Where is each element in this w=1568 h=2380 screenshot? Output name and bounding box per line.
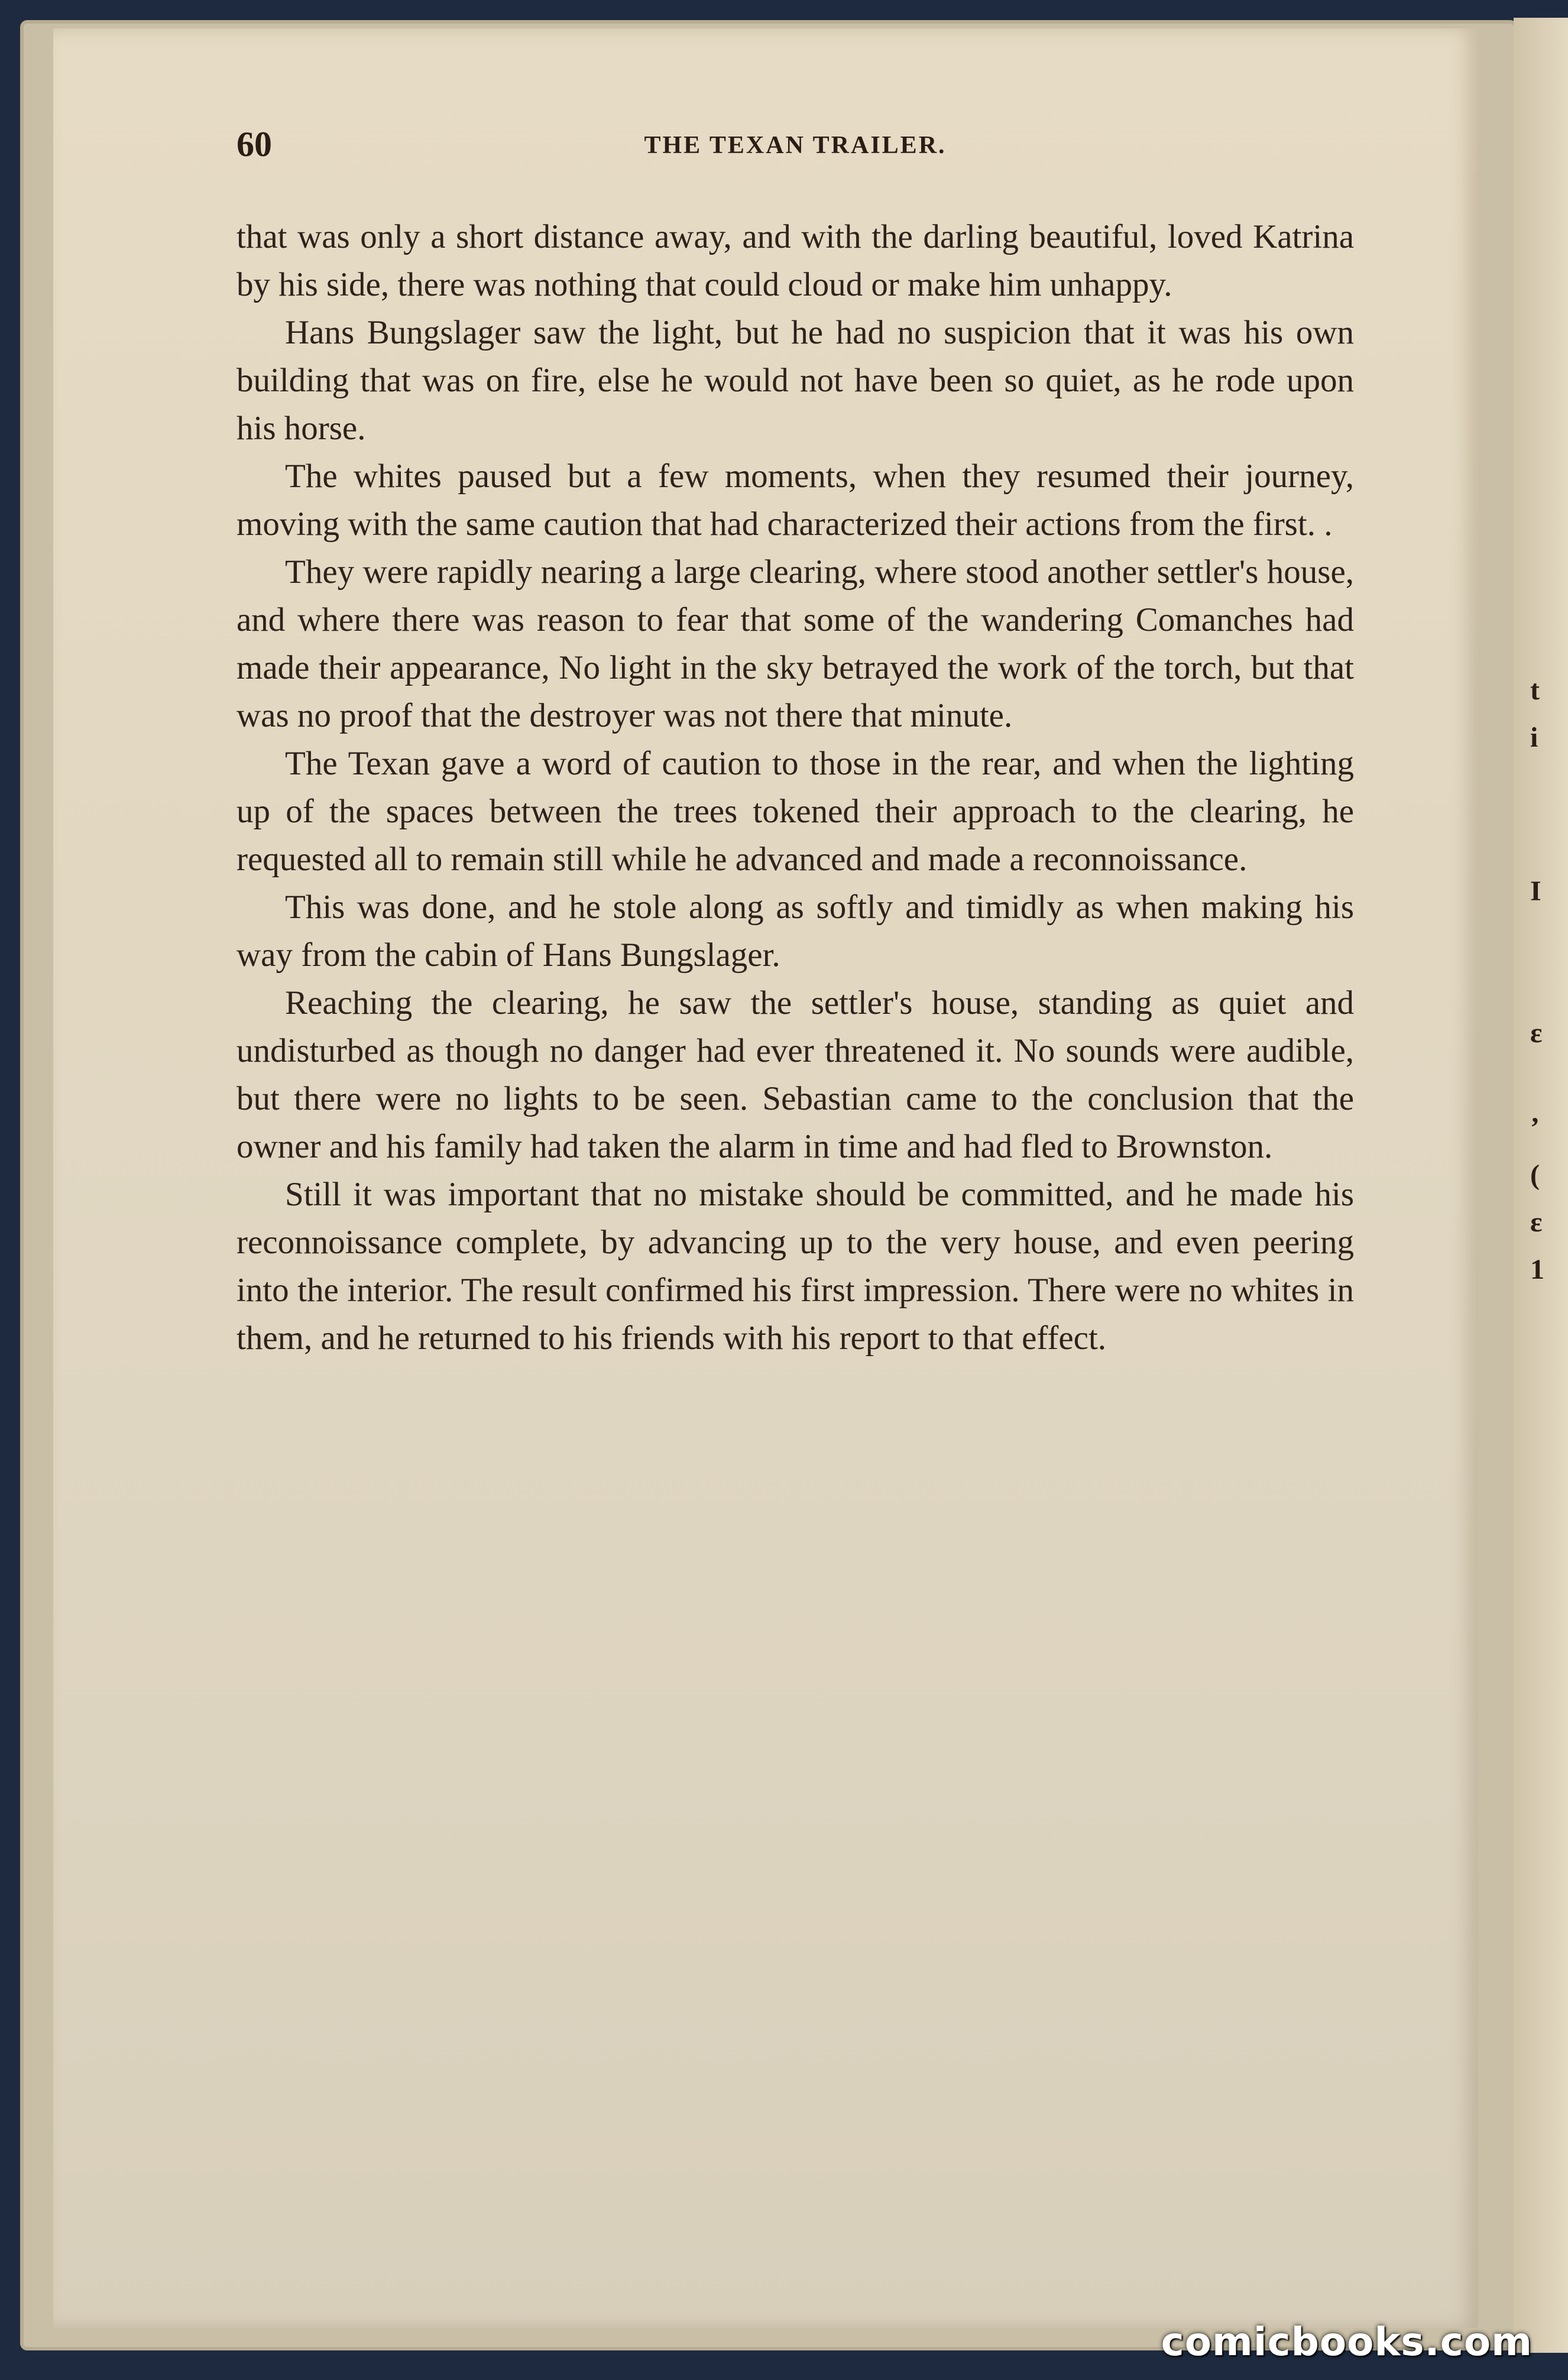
- body-text: [237, 213, 1354, 1362]
- watermark: comicbooks.com: [1161, 2319, 1533, 2365]
- paragraph: that was only a short distance away, and with the darling beautiful, loved Katrina by his side, there was nothing that could cloud or make him unhappy.: [237, 218, 1354, 303]
- running-title: THE TEXAN TRAILER.: [644, 132, 947, 159]
- facing-page-fragment: ε: [1530, 1017, 1543, 1049]
- page-number: 60: [237, 125, 272, 164]
- facing-page-fragment: I: [1530, 876, 1541, 907]
- facing-page-fragment: t: [1530, 675, 1540, 706]
- facing-page-fragment: i: [1530, 722, 1538, 753]
- facing-page-fragment: (: [1530, 1159, 1540, 1191]
- paragraph: They were rapidly nearing a large clearing, where stood another settler's house, and where there was reason to fear that some of the wandering Comanches had made their appearance, No light in the sky betrayed the work of the torch, but that was no proof that the destroyer was not there that minute.: [237, 553, 1354, 734]
- paragraph: Hans Bungslager saw the light, but he had no suspicion that it was his own building that was on fire, else he would not have been so quiet, as he rode upon his horse.: [237, 314, 1354, 447]
- paragraph: The Texan gave a word of caution to those in the rear, and when the lighting up of the spaces between the trees tokened their approach to the clearing, he requested all to remain still while he advanced and made a reconnoissance.: [237, 745, 1354, 878]
- facing-page-fragment: ʼ: [1530, 1112, 1540, 1143]
- facing-page-edge: [1514, 18, 1568, 2353]
- facing-page-fragment: ε: [1530, 1207, 1543, 1238]
- paragraph: Still it was important that no mistake should be committed, and he made his reconnoissance complete, by advancing up to the very house, and even peering into the interior. The result confirmed his first impression. There were no whites in them, and he returned to his friends with his report to that effect.: [237, 1176, 1354, 1357]
- facing-page-fragment: 1: [1530, 1254, 1544, 1285]
- paragraph: The whites paused but a few moments, when they resumed their journey, moving with the same caution that had characterized their actions from the first. .: [237, 458, 1354, 543]
- running-head: [237, 124, 1354, 166]
- paragraph: Reaching the clearing, he saw the settler's house, standing as quiet and undisturbed as though no danger had ever threatened it. No sounds were audible, but there were no lights to be seen. Sebastian came to the conclusion that the owner and his family had taken the alarm in time and had fled to Brownston.: [237, 984, 1354, 1165]
- paragraph: This was done, and he stole along as softly and timidly as when making his way from the cabin of Hans Bungslager.: [237, 889, 1354, 974]
